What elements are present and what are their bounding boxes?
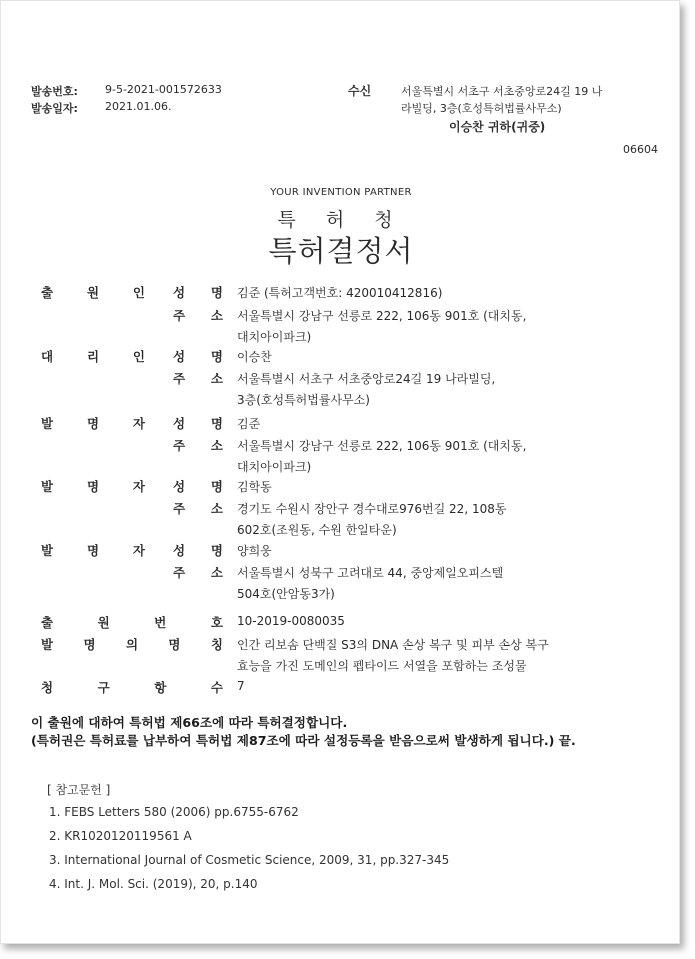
slogan: YOUR INVENTION PARTNER <box>270 187 412 198</box>
inventor-addr-1: 서울특별시 성북구 고려대로 44, 중앙제일오피스텔 <box>237 566 504 580</box>
claims-count: 7 <box>237 679 245 693</box>
inventor-addr-2: 504호(안암동3가) <box>237 587 335 601</box>
inventor-addr-label: 주 소 <box>173 438 223 453</box>
reference-item: 3. International Journal of Cosmetic Science, 2009, 31, pp.327-345 <box>49 853 450 867</box>
recipient-address-line2: 라빌딩, 3층(호성특허법률사무소) <box>401 102 562 115</box>
send-number-label: 발송번호: <box>31 85 78 98</box>
agent-addr-label: 주 소 <box>173 371 223 386</box>
agent-addr-2: 3층(호성특허법률사무소) <box>237 393 370 407</box>
recipient-label: 수신 <box>348 84 372 98</box>
reference-item: 4. Int. J. Mol. Sci. (2019), 20, p.140 <box>49 877 258 891</box>
application-number-label: 출 원 번 호 <box>41 615 223 630</box>
applicant-name: 김준 (특허고객번호: 420010412816) <box>237 286 443 300</box>
agent-label: 대 리 인 <box>41 349 145 364</box>
reference-item: 1. FEBS Letters 580 (2006) pp.6755-6762 <box>49 805 299 819</box>
inventor-addr-label: 주 소 <box>173 565 223 580</box>
claims-count-label: 청 구 항 수 <box>41 680 223 695</box>
decision-line-1: 이 출원에 대하여 특허법 제66조에 따라 특허결정합니다. <box>31 715 348 730</box>
inventor-addr-2: 대치아이파크) <box>237 460 312 474</box>
invention-title-label: 발 명 의 명 칭 <box>41 637 223 652</box>
applicant-name-label: 성 명 <box>173 285 223 300</box>
inventor-label: 발 명 자 <box>41 479 145 494</box>
send-date: 2021.01.06. <box>105 100 172 113</box>
agent-name-label: 성 명 <box>173 349 223 364</box>
application-number: 10-2019-0080035 <box>237 614 345 628</box>
inventor-addr-label: 주 소 <box>173 501 223 516</box>
inventor-addr-1: 경기도 수원시 장안구 경수대로976번길 22, 108동 <box>237 502 507 516</box>
inventor-name: 김학동 <box>237 480 272 494</box>
reference-item: 2. KR1020120119561 A <box>49 829 192 843</box>
invention-title-1: 인간 리보솜 단백질 S3의 DNA 손상 복구 및 피부 손상 복구 <box>237 638 549 652</box>
inventor-name-label: 성 명 <box>173 416 223 431</box>
agent-name: 이승찬 <box>237 350 272 364</box>
applicant-addr-label: 주 소 <box>173 308 223 323</box>
send-number: 9-5-2021-001572633 <box>105 83 222 96</box>
inventor-addr-1: 서울특별시 강남구 선릉로 222, 106동 901호 (대치동, <box>237 439 527 453</box>
decision-line-2: (특허권은 특허료를 납부하여 특허법 제87조에 따라 설정등록을 받음으로써 발생하게 됩니다.) 끝. <box>31 733 576 748</box>
inventor-name: 양희웅 <box>237 544 272 558</box>
office-name: 특 허 청 <box>277 209 405 231</box>
document-title: 특허결정서 <box>268 234 414 268</box>
send-date-label: 발송일자: <box>31 102 78 115</box>
inventor-label: 발 명 자 <box>41 543 145 558</box>
applicant-label: 출 원 인 <box>41 285 145 300</box>
invention-title-2: 효능을 가진 도메인의 펩타이드 서열을 포함하는 조성물 <box>237 659 527 673</box>
postal-code: 06604 <box>623 143 658 156</box>
inventor-addr-2: 602호(조원동, 수원 한일타운) <box>237 523 397 537</box>
applicant-addr-1: 서울특별시 강남구 선릉로 222, 106동 901호 (대치동, <box>237 309 527 323</box>
inventor-label: 발 명 자 <box>41 416 145 431</box>
recipient-address-line1: 서울특별시 서초구 서초중앙로24길 19 나 <box>401 85 603 98</box>
applicant-addr-2: 대치아이파크) <box>237 330 312 344</box>
references-heading: [ 참고문헌 ] <box>47 783 111 797</box>
inventor-name-label: 성 명 <box>173 479 223 494</box>
inventor-name-label: 성 명 <box>173 543 223 558</box>
recipient-name: 이승찬 귀하(귀중) <box>449 120 546 134</box>
agent-addr-1: 서울특별시 서초구 서초중앙로24길 19 나라빌딩, <box>237 372 496 386</box>
inventor-name: 김준 <box>237 417 261 431</box>
